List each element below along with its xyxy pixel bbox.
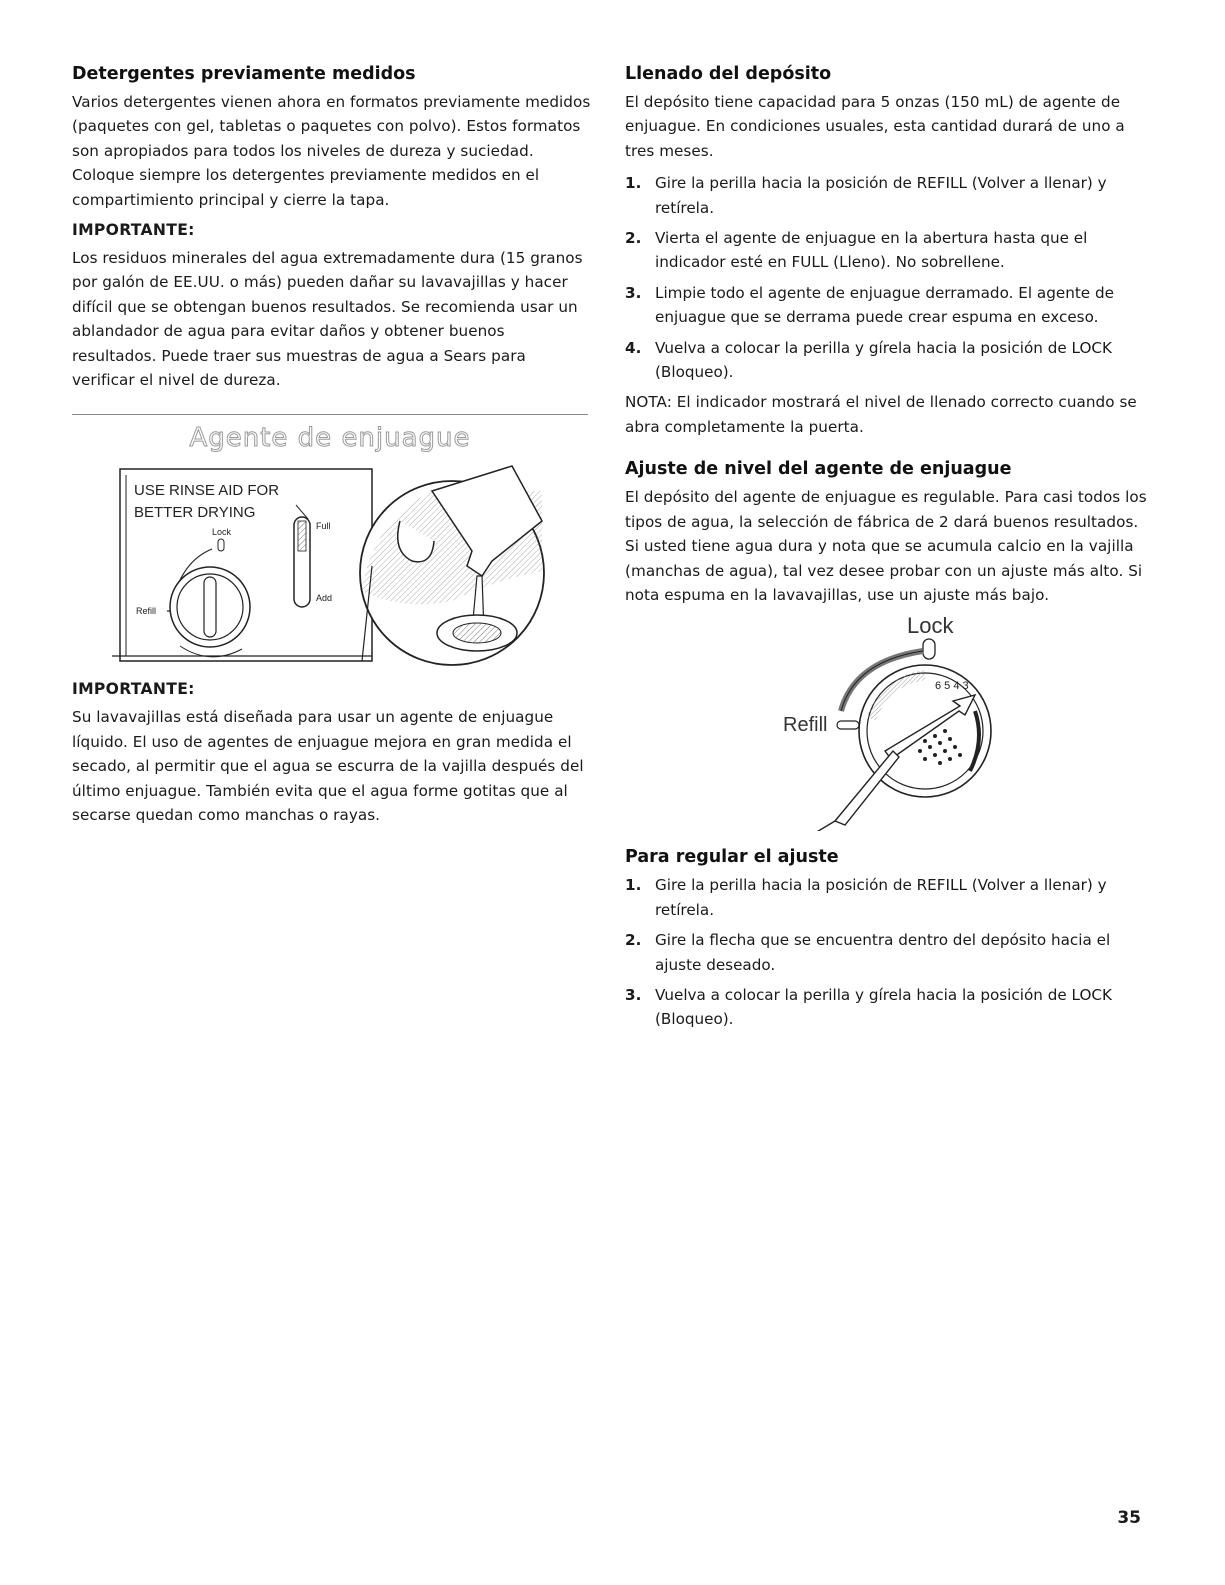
full-label: Full bbox=[316, 521, 331, 532]
important-label-1: IMPORTANTE: bbox=[72, 221, 195, 240]
important-text-2: Su lavavajillas está diseñada para usar un agente de enjuague líquido. El uso de agentes de enjuague mejora en gran medida el secado, al permitir que el agua se escurra de la vajilla después del último enjuague. También evita que el agua forme gotitas que al secarse quedan como manchas o rayas. bbox=[72, 708, 584, 825]
dial-lock-label: Lock bbox=[907, 613, 954, 639]
add-label: Add bbox=[316, 593, 333, 604]
important-text-1: Los residuos minerales del agua extremadamente dura (15 granos por galón de EE.UU. o más) pueden dañar su lavavajillas y hacer difícil que se obtengan buenos resultados. Se recomienda usar un ablandador de agua para evitar daños y obtener buenos resultados. Puede traer sus muestras de agua a Sears para verificar el nivel de dureza. bbox=[72, 249, 583, 390]
filling-note: NOTA: El indicador mostrará el nivel de llenado correcto cuando se abra completamente la puerta. bbox=[625, 393, 1137, 436]
refill-label: Refill bbox=[136, 606, 157, 617]
adjust-steps bbox=[625, 873, 1150, 1031]
premeasured-detergents-text: Varios detergentes vienen ahora en formatos previamente medidos (paquetes con gel, tabletas o paquetes con polvo). Estos formatos son apropiados para todos los niveles de dureza y suciedad. Coloque siempre los detergentes previamente medidos en el compartimiento principal y cierre la tapa. bbox=[72, 93, 591, 209]
panel-text-line1: USE RINSE AID FOR bbox=[134, 482, 280, 500]
list-item: 1. Gire la perilla hacia la posición de REFILL (Volver a llenar) y retírela. bbox=[625, 876, 1107, 919]
lock-label: Lock bbox=[212, 527, 232, 538]
dial-digits: 6 5 4 3 bbox=[935, 680, 969, 693]
adjustment-dial-illustration bbox=[775, 611, 1015, 831]
filling-intro: El depósito tiene capacidad para 5 onzas (150 mL) de agente de enjuague. En condiciones usuales, esta cantidad durará de uno a tres meses. bbox=[625, 93, 1125, 160]
rinse-aid-dispenser-illustration bbox=[72, 461, 592, 671]
filling-steps bbox=[625, 171, 1150, 384]
heading-regulate-setting: Para regular el ajuste bbox=[625, 847, 839, 868]
panel-text-line2: BETTER DRYING bbox=[134, 504, 256, 522]
list-item: 3. Limpie todo el agente de enjuague derramado. El agente de enjuague que se derrama puede crear espuma en exceso. bbox=[625, 283, 1114, 327]
important-label-2: IMPORTANTE: bbox=[72, 680, 195, 699]
heading-rinse-aid-level: Ajuste de nivel del agente de enjuague bbox=[625, 459, 1012, 480]
list-item: 1. Gire la perilla hacia la posición de REFILL (Volver a llenar) y retírela. bbox=[625, 174, 1107, 217]
list-item: 2. Vierta el agente de enjuague en la abertura hasta que el indicador esté en FULL (Lleno). No sobrellene. bbox=[625, 229, 1088, 272]
rinse-aid-level-text: El depósito del agente de enjuague es regulable. Para casi todos los tipos de agua, la selección de fábrica de 2 dará buenos resultados. Si usted tiene agua dura y nota que se acumula calcio en la vajilla (manchas de agua), tal vez desee probar con un ajuste más alto. Si nota espuma en la lavavajillas, use un ajuste más bajo. bbox=[625, 488, 1147, 604]
figure-title: Agente de enjuague bbox=[189, 423, 471, 454]
right-column bbox=[625, 62, 1150, 1038]
left-column bbox=[72, 62, 592, 828]
heading-premeasured-detergents: Detergentes previamente medidos bbox=[72, 64, 416, 84]
level-section bbox=[625, 457, 1150, 607]
section-divider bbox=[72, 414, 588, 415]
dial-refill-label: Refill bbox=[783, 714, 828, 737]
adjust-section bbox=[625, 845, 1150, 1031]
page-number: 35 bbox=[1117, 1508, 1141, 1528]
list-item: 4. Vuelva a colocar la perilla y gírela hacia la posición de LOCK (Bloqueo). bbox=[625, 338, 1112, 382]
heading-filling-reservoir: Llenado del depósito bbox=[625, 64, 832, 84]
list-item: 3. Vuelva a colocar la perilla y gírela hacia la posición de LOCK (Bloqueo). bbox=[625, 985, 1112, 1029]
list-item: 2. Gire la flecha que se encuentra dentro del depósito hacia el ajuste deseado. bbox=[625, 931, 1111, 974]
